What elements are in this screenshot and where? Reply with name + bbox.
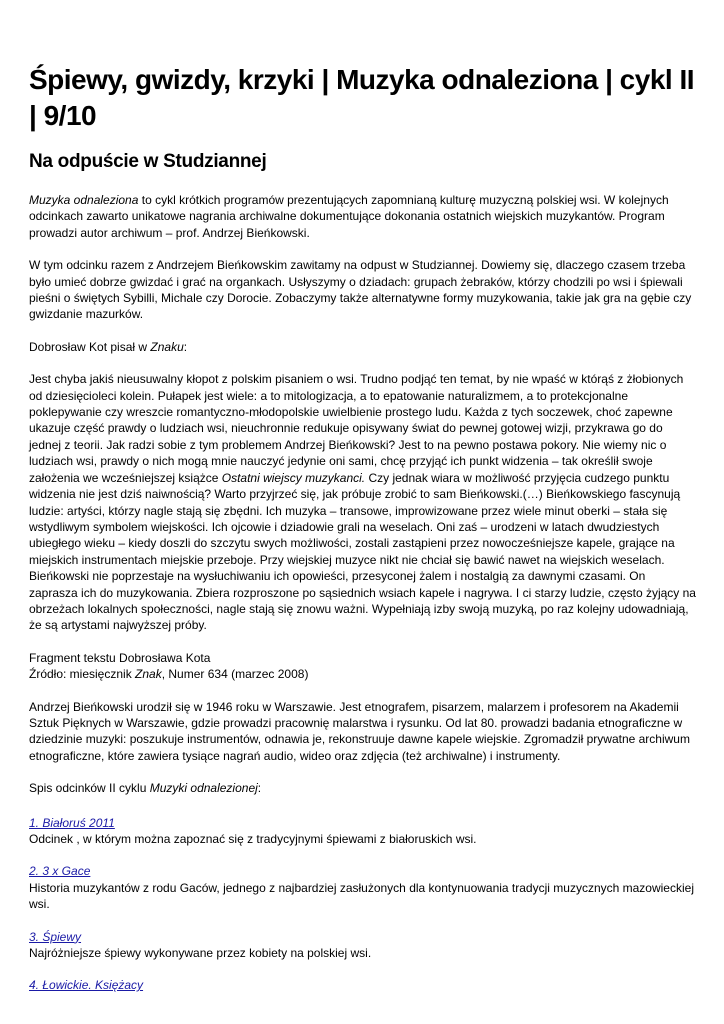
episodes-heading: [29, 780, 697, 796]
episode-link[interactable]: 2. 3 x Gace: [29, 864, 91, 879]
quote-intro-text: Dobrosław Kot pisał w: [29, 339, 151, 354]
episode-list-item: [29, 815, 697, 848]
page-subtitle: Na odpuście w Studziannej: [29, 151, 267, 172]
page-title: Śpiewy, gwizdy, krzyki | Muzyka odnaleziona | cykl II | 9/10: [29, 64, 695, 131]
source-line-1: Fragment tekstu Dobrosława Kota: [29, 650, 211, 665]
episodes-heading-suffix: :: [257, 781, 262, 796]
quote-magazine: Znaku: [150, 339, 184, 354]
quote-intro: [29, 339, 697, 355]
series-name: Muzyka odnaleziona: [29, 193, 139, 207]
quote-paragraph: [29, 371, 697, 634]
document-page: [29, 62, 697, 1010]
episode-link[interactable]: 4. Łowickie. Księżacy: [29, 978, 144, 993]
intro-paragraph: [29, 192, 697, 241]
quote-book-title: Ostatni wiejscy muzykanci.: [221, 470, 366, 485]
intro-text: to cykl krótkich programów prezentujących zapomnianą kulturę muzyczną polskiej wsi. W kolejnych odcinkach zawarto unikatowe nagrania archiwalne dokumentujące dokonania ostatnich wiejskich muzykantów. Program prowadzi autor archiwum – prof. Andrzej Bieńkowski.: [29, 193, 669, 240]
source-line-2-prefix: Źródło: miesięcznik: [29, 667, 136, 682]
episode-link[interactable]: 3. Śpiewy: [29, 929, 82, 944]
episode-link[interactable]: 1. Białoruś 2011: [29, 815, 115, 830]
source-magazine: Znak: [135, 667, 162, 682]
quote-part-1: Jest chyba jakiś nieusuwalny kłopot z polskim pisaniem o wsi. Trudno podjąć ten temat, by nie wpaść w którąś z żłobionych od dziesięcioleci kolein. Pułapek jest wiele: a to mitologizacja, a to epatowanie naturalizmem, a to protekcjonalne poklepywanie czy wreszcie romantyczno-młodopolskie uwielbienie prostego ludu. Każda z tych soczewek, choć zapewne ukazuje część prawdy o ludziach wsi, nieuchronnie redukuje opisywany świat do pewnej gotowej wizji, przykrawa go do jednej z teorii. Jak radzi sobie z tym problemem Andrzej Bieńkowski? Jest to na pewno postawa pokory. Nie wiemy nic o ludziach wsi, prawdy o nich mogą mnie nauczyć jedynie oni sami, chcę przyjąć ich punkt widzenia – tak określił swoje założenia we wcześniejszej książce: [29, 372, 684, 485]
source-block: [29, 650, 697, 683]
episodes-heading-series: Muzyki odnalezionej: [149, 781, 258, 796]
quote-part-2: Czy jednak wiara w możliwość przyjęcia cudzego punktu widzenia nie jest dziś naiwnością? Warto przyjrzeć się, jak próbuje zrobić to sam Bieńkowski.(…) Bieńkowskiego fascynują ludzie: artyści, którzy nagle stają się zbędni. Ich muzyka – transowe, improwizowane przez wiele minut oberki – stała się wstydliwym symbolem wiejskości. Ich ojcowie i dziadowie grali na weselach. Oni zaś – urodzeni w latach dwudziestych ubiegłego wieku – kiedy doszli do szczytu swych możliwości, zostali zastąpieni przez nowocześniejsze kapele, grające na miejskich instrumentach miejskie przeboje. Przy wiejskiej muzyce nikt nie chciał się bawić nawet na wiejskich weselach. Bieńkowski nie poprzestaje na wysłuchiwaniu ich opowieści, przesyconej żalem i nostalgią za dawnymi czasami. On zaprasza ich do muzykowania. Zbiera rozproszone po sąsiednich wsiach kapele i nagrywa. I ci starzy ludzie, często żyjący na obrzeżach lokalnych społeczności, nagle stają się znowu ważni. Wypełniają izby swoją muzyką, po raz kolejny udowadniają, że są artystami najwyższej próby.: [29, 470, 696, 633]
episode-desc: Historia muzykantów z rodu Gaców, jednego z najbardziej zasłużonych dla kontynuowania tradycji muzycznych mazowieckiej wsi.: [29, 880, 694, 912]
author-bio: Andrzej Bieńkowski urodził się w 1946 roku w Warszawie. Jest etnografem, pisarzem, malarzem i profesorem na Akademii Sztuk Pięknych w Warszawie, gdzie prowadzi pracownię malarstwa i rysunku. Od lat 80. prowadzi badania etnograficzne w dziedzinie muzyki: poszukuje instrumentów, odnawia je, rekonstruuje dawne kapele wiejskie. Zgromadził prywatne archiwum etnograficzne, które zawiera tysiące nagrań audio, wideo oraz zdjęcia (też archiwalne) i instrumenty.: [29, 699, 690, 763]
episodes-heading-prefix: Spis odcinków II cyklu: [29, 781, 150, 796]
episode-list-item: [29, 863, 697, 912]
episode-desc: Najróżniejsze śpiewy wykonywane przez kobiety na polskiej wsi.: [29, 946, 372, 961]
quote-intro-colon: :: [183, 339, 188, 354]
episode-list-item: [29, 977, 697, 993]
source-line-2-suffix: , Numer 634 (marzec 2008): [161, 667, 309, 682]
episode-desc: Odcinek , w którym można zapoznać się z tradycyjnymi śpiewami z białoruskich wsi.: [29, 832, 477, 846]
episode-description: W tym odcinku razem z Andrzejem Bieńkowskim zawitamy na odpust w Studziannej. Dowiemy się, dlaczego czasem trzeba było umieć dobrze gwizdać i grać na organkach. Usłyszymy o dziadach: grupach żebraków, którzy chodzili po wsi i śpiewali pieśni o świętych Sybilli, Michale czy Dorocie. Zobaczymy także alternatywne formy muzykowania, takie jak gra na gębie czy gwizdanie mazurków.: [29, 258, 692, 322]
episode-list-item: [29, 929, 697, 962]
